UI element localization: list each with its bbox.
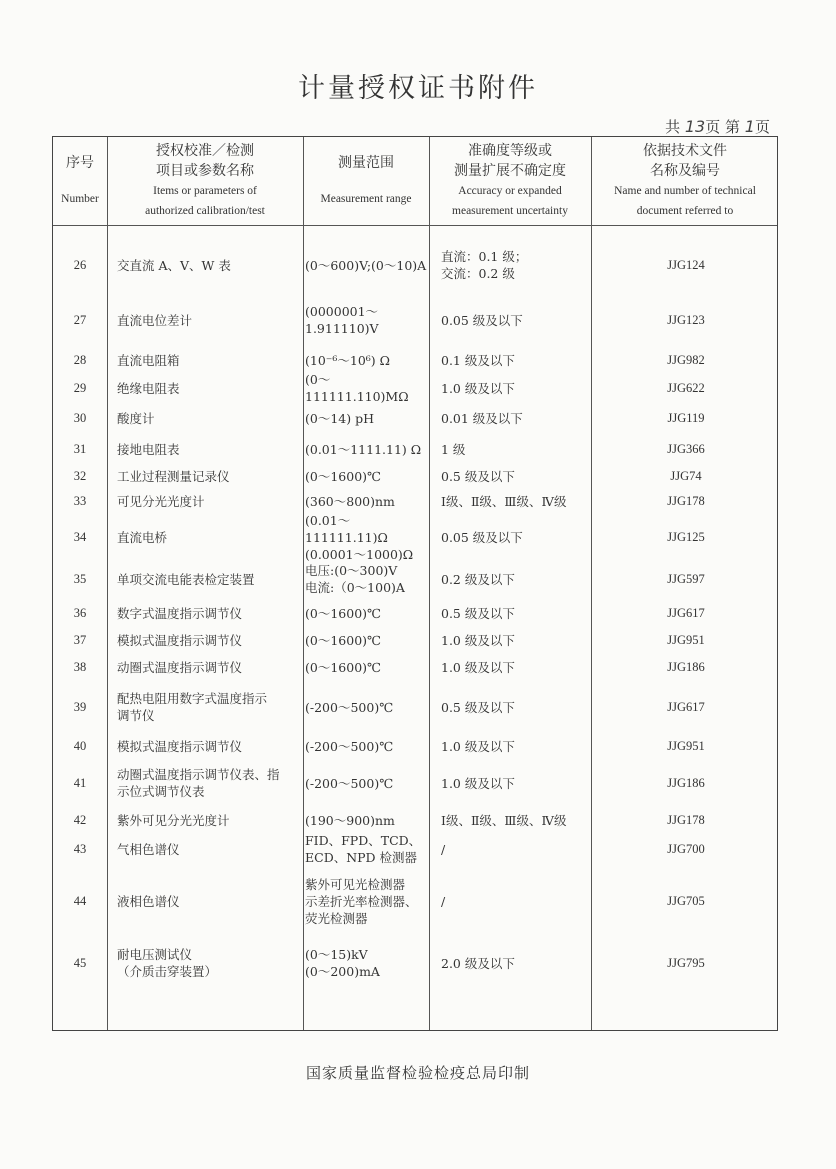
row-item-name-line: 直流电位差计 xyxy=(117,312,193,328)
row-item-name-line: 接地电阻表 xyxy=(117,441,180,457)
row-item-name-line: 耐电压测试仪 xyxy=(117,947,193,962)
header-document-en2: document referred to xyxy=(636,205,734,217)
row-measurement-range-line: 电压:(0～300)V xyxy=(305,563,398,578)
row-measurement-range-line: 1.911110)V xyxy=(305,321,379,336)
page-current: 1 xyxy=(744,117,755,136)
header-number xyxy=(53,137,107,225)
table-row xyxy=(53,433,777,465)
page-count xyxy=(665,116,770,137)
row-measurement-range-line: (0.01～111111.11)Ω xyxy=(305,512,388,545)
row-measurement-range-line: (0000001～ xyxy=(305,304,379,319)
row-reference-document: JJG366 xyxy=(667,441,705,456)
row-number: 39 xyxy=(73,699,87,714)
document-title: 计量授权证书附件 xyxy=(298,73,538,104)
row-item-name xyxy=(117,487,303,515)
row-accuracy xyxy=(441,487,601,515)
row-measurement-range xyxy=(305,512,429,562)
row-item-name xyxy=(117,347,303,373)
table-row xyxy=(53,733,777,759)
row-measurement-range-line: (190～900)nm xyxy=(305,812,395,828)
table-row xyxy=(53,807,777,833)
row-item-name xyxy=(117,831,303,867)
row-accuracy xyxy=(441,239,601,291)
table-row xyxy=(53,759,777,807)
row-item-name xyxy=(117,935,303,991)
row-reference-document: JJG951 xyxy=(667,738,705,753)
page-count-prefix: 共 xyxy=(665,118,681,136)
header-accuracy-zh2: 测量扩展不确定度 xyxy=(454,163,566,179)
table-row xyxy=(53,512,777,562)
row-accuracy xyxy=(441,515,601,559)
row-number: 33 xyxy=(73,493,87,508)
row-item-name xyxy=(117,295,303,345)
row-reference-document: JJG124 xyxy=(667,257,705,272)
row-reference-document: JJG186 xyxy=(667,775,705,790)
row-measurement-range xyxy=(305,681,429,733)
header-document-zh2: 名称及编号 xyxy=(650,163,720,179)
header-range xyxy=(303,137,429,225)
row-measurement-range xyxy=(305,831,429,867)
table-row xyxy=(53,681,777,733)
row-measurement-range xyxy=(305,627,429,653)
row-measurement-range-line: (0～1600)℃ xyxy=(305,632,382,648)
row-accuracy xyxy=(441,433,601,465)
row-number: 35 xyxy=(73,571,87,586)
row-measurement-range-line: (0～14) pH xyxy=(305,410,374,426)
row-measurement-range xyxy=(305,433,429,465)
table-row xyxy=(53,373,777,403)
row-item-name xyxy=(117,807,303,833)
row-item-name-line: 液相色谱仪 xyxy=(117,893,180,909)
row-reference-document: JJG617 xyxy=(667,605,705,620)
row-reference-document: JJG982 xyxy=(667,352,705,367)
header-accuracy xyxy=(429,137,591,225)
row-number: 45 xyxy=(73,955,87,970)
row-number: 32 xyxy=(73,468,87,483)
table-row xyxy=(53,295,777,345)
row-accuracy-line: 1.0 级及以下 xyxy=(441,380,515,396)
row-item-name xyxy=(117,373,303,403)
row-number: 36 xyxy=(73,605,87,620)
row-item-name-line: 配热电阻用数字式温度指示 xyxy=(117,691,268,706)
header-accuracy-zh1: 准确度等级或 xyxy=(468,143,552,159)
row-item-name-line: 可见分光光度计 xyxy=(117,493,205,509)
row-measurement-range-line: ECD、NPD 检测器 xyxy=(305,850,418,865)
footer-printer: 国家质量监督检验检疫总局印制 xyxy=(305,1064,530,1082)
row-item-name xyxy=(117,239,303,291)
row-measurement-range-line: (0.0001～1000)Ω xyxy=(305,546,414,562)
row-measurement-range-line: (0～1600)℃ xyxy=(305,659,382,675)
row-accuracy-line: 1 级 xyxy=(441,441,466,457)
row-item-name xyxy=(117,465,303,487)
page-count-suffix: 页 xyxy=(754,118,770,136)
table-row xyxy=(53,867,777,935)
table-row xyxy=(53,627,777,653)
row-accuracy-line: 1.0 级及以下 xyxy=(441,632,515,648)
row-item-name-line: 数字式温度指示调节仪 xyxy=(117,605,243,621)
row-number: 34 xyxy=(73,529,87,544)
table-row xyxy=(53,599,777,627)
row-item-name xyxy=(117,515,303,559)
page-total: 13 xyxy=(684,117,706,136)
row-accuracy-line: 2.0 级及以下 xyxy=(441,955,515,971)
row-measurement-range-line: 示差折光率检测器、 xyxy=(305,893,418,909)
row-reference-document: JJG178 xyxy=(667,812,705,827)
row-item-name xyxy=(117,759,303,807)
row-item-name xyxy=(117,653,303,681)
row-accuracy-line: 0.1 级及以下 xyxy=(441,352,515,368)
row-accuracy-line: 0.05 级及以下 xyxy=(441,529,523,545)
table-row xyxy=(53,653,777,681)
row-item-name xyxy=(117,627,303,653)
row-measurement-range xyxy=(305,599,429,627)
header-range-en: Measurement range xyxy=(320,193,412,205)
row-item-name xyxy=(117,681,303,733)
row-measurement-range-line: (-200～500)℃ xyxy=(305,738,394,754)
row-measurement-range xyxy=(305,807,429,833)
row-reference-document: JJG178 xyxy=(667,493,705,508)
row-accuracy-line: 1.0 级及以下 xyxy=(441,659,515,675)
row-measurement-range-line: (0.01～1111.11) Ω xyxy=(305,441,422,457)
row-accuracy xyxy=(441,599,601,627)
row-item-name-line: （介质击穿装置） xyxy=(117,964,218,979)
row-number: 41 xyxy=(73,775,87,790)
row-accuracy xyxy=(441,347,601,373)
row-accuracy-line: / xyxy=(441,841,446,857)
row-accuracy xyxy=(441,373,601,403)
row-reference-document: JJG186 xyxy=(667,659,705,674)
row-accuracy xyxy=(441,733,601,759)
row-item-name-line: 直流电桥 xyxy=(117,529,168,545)
header-accuracy-en2: measurement uncertainty xyxy=(452,205,568,217)
row-accuracy xyxy=(441,867,601,935)
row-accuracy xyxy=(441,831,601,867)
row-item-name-line: 模拟式温度指示调节仪 xyxy=(117,632,243,648)
row-item-name-line: 酸度计 xyxy=(117,410,155,426)
header-range-zh: 测量范围 xyxy=(338,155,394,171)
authorization-table xyxy=(52,136,778,1031)
row-item-name xyxy=(117,559,303,599)
header-document-en1: Name and number of technical xyxy=(614,185,756,197)
row-number: 42 xyxy=(73,812,87,827)
row-accuracy-line: 0.01 级及以下 xyxy=(441,410,523,426)
row-reference-document: JJG74 xyxy=(670,468,702,483)
row-measurement-range-line: (0～111111.110)MΩ xyxy=(305,372,409,404)
row-item-name xyxy=(117,403,303,433)
header-items-zh1: 授权校准／检测 xyxy=(156,143,254,159)
table-row xyxy=(53,831,777,867)
row-number: 43 xyxy=(73,841,87,856)
row-measurement-range xyxy=(305,733,429,759)
row-measurement-range-line: (10⁻⁶～10⁶) Ω xyxy=(305,352,391,368)
row-measurement-range-line: 电流:（0～100)A xyxy=(305,580,405,595)
row-item-name-line: 绝缘电阻表 xyxy=(117,380,180,396)
row-measurement-range xyxy=(305,653,429,681)
table-row xyxy=(53,239,777,291)
row-item-name-line: 直流电阻箱 xyxy=(117,352,180,368)
row-reference-document: JJG119 xyxy=(667,410,705,425)
row-measurement-range xyxy=(305,559,429,599)
row-item-name-line: 模拟式温度指示调节仪 xyxy=(117,738,243,754)
row-reference-document: JJG617 xyxy=(667,699,705,714)
row-number: 29 xyxy=(73,380,87,395)
header-items xyxy=(107,137,303,225)
row-accuracy xyxy=(441,935,601,991)
row-accuracy-line: 0.5 级及以下 xyxy=(441,699,515,715)
header-number-en: Number xyxy=(61,193,99,205)
row-accuracy-line: 直流：0.1 级； xyxy=(441,249,528,264)
row-item-name-line: 动圈式温度指示调节仪 xyxy=(117,659,243,675)
row-measurement-range-line: 荧光检测器 xyxy=(305,910,368,926)
row-accuracy-line: 0.5 级及以下 xyxy=(441,468,515,484)
row-item-name-line: 气相色谱仪 xyxy=(117,841,180,857)
row-accuracy-line: 1.0 级及以下 xyxy=(441,775,515,791)
row-accuracy-line: Ⅰ级、Ⅱ级、Ⅲ级、Ⅳ级 xyxy=(441,493,567,509)
row-measurement-range-line: (-200～500)℃ xyxy=(305,775,394,791)
row-accuracy xyxy=(441,681,601,733)
row-measurement-range-line: (0～600)V;(0～10)A xyxy=(305,257,427,273)
row-reference-document: JJG123 xyxy=(667,312,705,327)
row-measurement-range xyxy=(305,347,429,373)
row-item-name xyxy=(117,867,303,935)
row-measurement-range xyxy=(305,465,429,487)
row-measurement-range xyxy=(305,373,429,403)
table-row xyxy=(53,559,777,599)
row-accuracy xyxy=(441,295,601,345)
row-reference-document: JJG795 xyxy=(667,955,705,970)
row-number: 30 xyxy=(73,410,87,425)
row-number: 26 xyxy=(73,257,87,272)
row-item-name-line: 工业过程测量记录仪 xyxy=(117,468,230,484)
row-measurement-range-line: (0～15)kV xyxy=(305,947,368,962)
row-item-name xyxy=(117,599,303,627)
row-measurement-range-line: FID、FPD、TCD、 xyxy=(305,833,422,848)
row-item-name-line: 调节仪 xyxy=(117,708,155,723)
header-items-zh2: 项目或参数名称 xyxy=(156,163,254,179)
row-accuracy xyxy=(441,653,601,681)
row-reference-document: JJG125 xyxy=(667,529,705,544)
row-accuracy-line: 0.2 级及以下 xyxy=(441,571,515,587)
header-number-zh: 序号 xyxy=(66,155,94,171)
table-row xyxy=(53,935,777,991)
table-row xyxy=(53,347,777,373)
row-number: 37 xyxy=(73,632,87,647)
row-accuracy xyxy=(441,759,601,807)
header-document xyxy=(591,137,779,225)
row-measurement-range xyxy=(305,239,429,291)
row-measurement-range-line: (360～800)nm xyxy=(305,493,395,509)
row-item-name-line: 动圈式温度指示调节仪表、指 xyxy=(117,767,280,782)
row-measurement-range-line: (-200～500)℃ xyxy=(305,699,394,715)
row-measurement-range-line: 紫外可见光检测器 xyxy=(305,876,406,892)
page-count-mid: 页 第 xyxy=(705,118,741,136)
row-accuracy-line: Ⅰ级、Ⅱ级、Ⅲ级、Ⅳ级 xyxy=(441,812,567,828)
row-accuracy xyxy=(441,807,601,833)
row-measurement-range xyxy=(305,867,429,935)
row-measurement-range-line: (0～1600)℃ xyxy=(305,605,382,621)
row-accuracy xyxy=(441,627,601,653)
row-item-name-line: 紫外可见分光光度计 xyxy=(117,812,230,828)
row-number: 28 xyxy=(73,352,87,367)
row-item-name-line: 交直流 A、V、W 表 xyxy=(117,257,231,273)
row-accuracy-line: 1.0 级及以下 xyxy=(441,738,515,754)
row-accuracy-line: 交流：0.2 级 xyxy=(441,266,515,281)
row-reference-document: JJG597 xyxy=(667,571,705,586)
row-measurement-range xyxy=(305,403,429,433)
row-item-name xyxy=(117,733,303,759)
row-accuracy-line: 0.5 级及以下 xyxy=(441,605,515,621)
row-number: 27 xyxy=(73,312,87,327)
row-measurement-range xyxy=(305,759,429,807)
row-measurement-range xyxy=(305,935,429,991)
header-items-en1: Items or parameters of xyxy=(153,185,257,197)
row-number: 44 xyxy=(73,893,87,908)
row-accuracy xyxy=(441,465,601,487)
row-reference-document: JJG705 xyxy=(667,893,705,908)
row-reference-document: JJG622 xyxy=(667,380,705,395)
row-accuracy-line: / xyxy=(441,893,446,909)
row-accuracy xyxy=(441,403,601,433)
header-document-zh1: 依据技术文件 xyxy=(643,143,727,159)
header-divider xyxy=(53,225,777,226)
row-measurement-range-line: (0～200)mA xyxy=(305,964,380,979)
row-number: 31 xyxy=(73,441,87,456)
row-number: 40 xyxy=(73,738,87,753)
row-item-name xyxy=(117,433,303,465)
row-item-name-line: 示位式调节仪表 xyxy=(117,784,205,799)
row-reference-document: JJG700 xyxy=(667,841,705,856)
header-accuracy-en1: Accuracy or expanded xyxy=(458,185,562,197)
row-measurement-range xyxy=(305,295,429,345)
row-number: 38 xyxy=(73,659,87,674)
row-accuracy-line: 0.05 级及以下 xyxy=(441,312,523,328)
row-accuracy xyxy=(441,559,601,599)
table-row xyxy=(53,403,777,433)
table-row xyxy=(53,465,777,487)
row-measurement-range-line: (0～1600)℃ xyxy=(305,468,382,484)
row-reference-document: JJG951 xyxy=(667,632,705,647)
header-items-en2: authorized calibration/test xyxy=(145,205,265,217)
row-item-name-line: 单项交流电能表检定装置 xyxy=(117,571,255,587)
